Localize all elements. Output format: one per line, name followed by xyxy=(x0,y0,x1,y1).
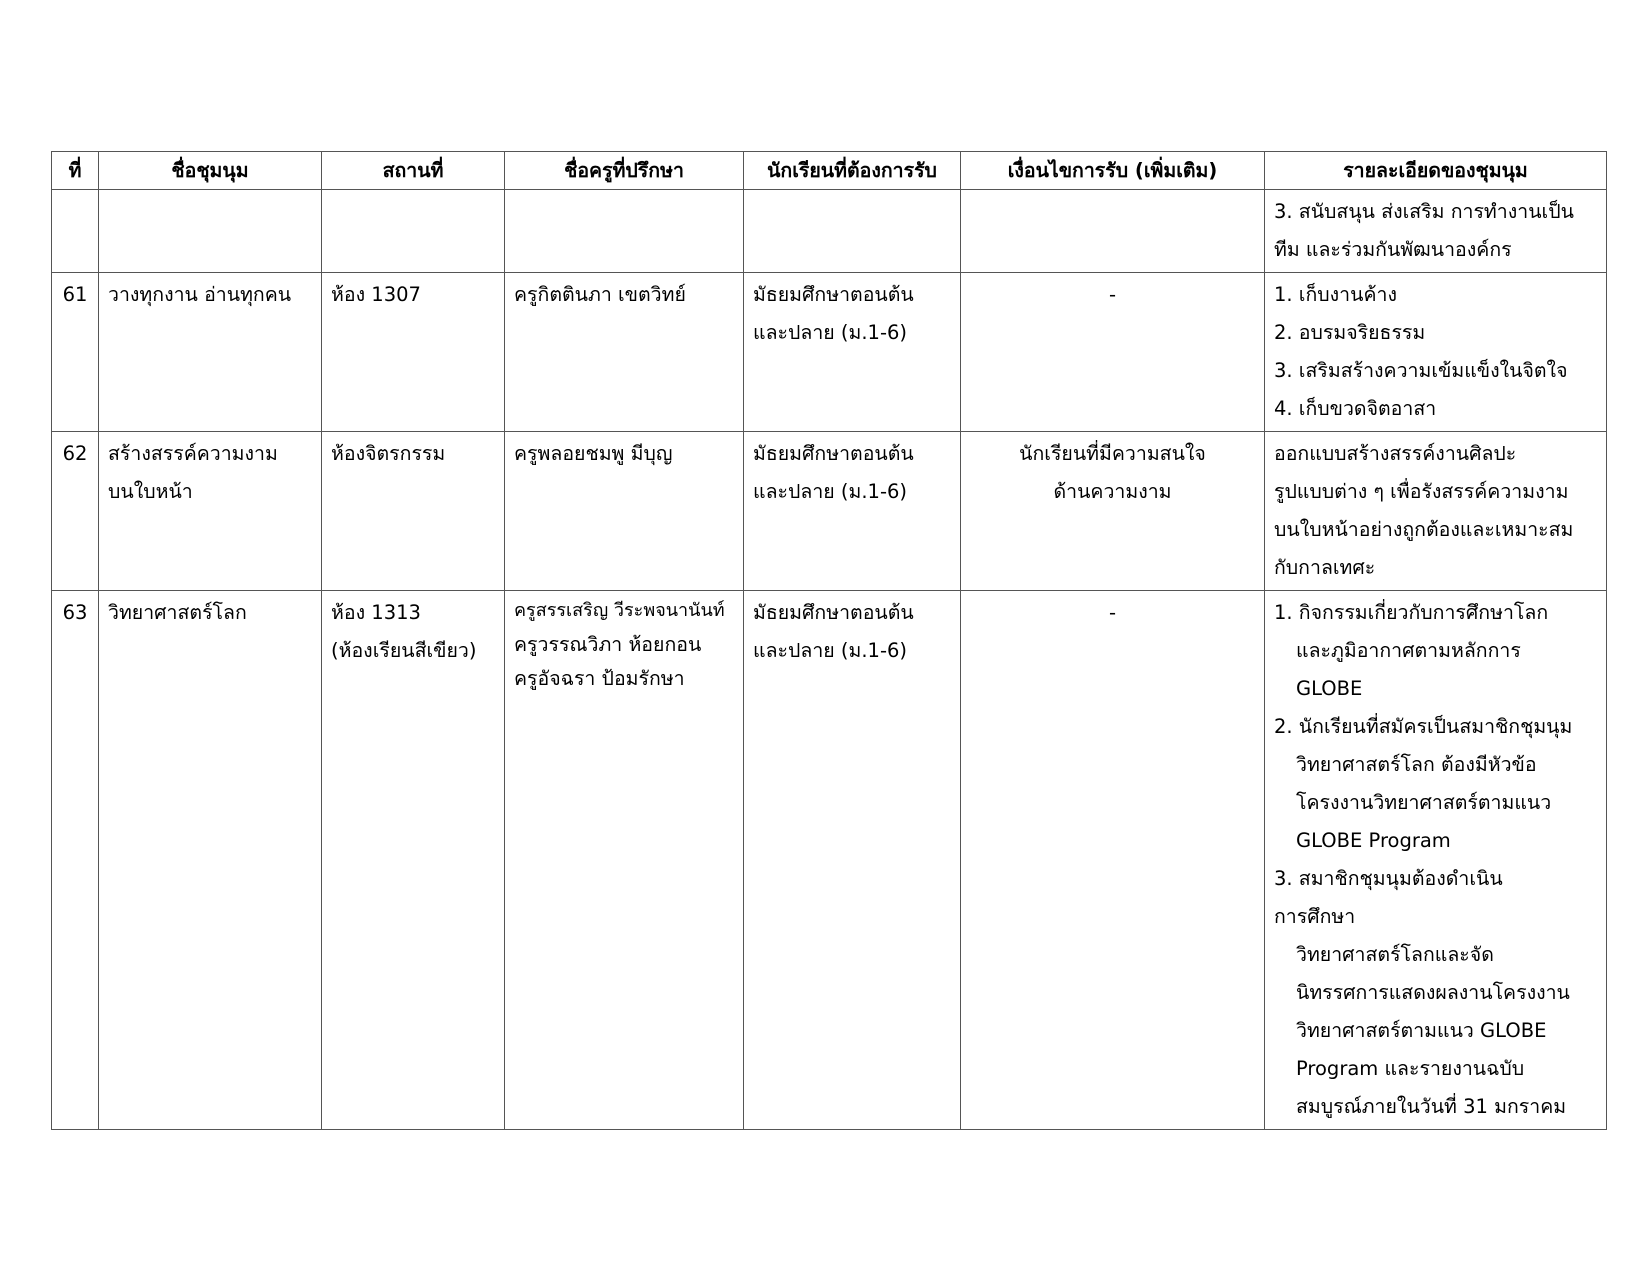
detail-line: สมบูรณ์ภายในวันที่ 31 มกราคม xyxy=(1296,1095,1567,1118)
condition-cell: - xyxy=(961,591,1265,1130)
place-cell: ห้องจิตรกรรม xyxy=(322,432,505,591)
condition-cell xyxy=(961,190,1265,273)
detail-line: รูปแบบต่าง ๆ เพื่อรังสรรค์ความงาม xyxy=(1274,480,1569,503)
table-row xyxy=(52,591,1607,1130)
detail-line: วิทยาศาสตร์โลก ต้องมีหัวข้อ xyxy=(1296,753,1537,776)
header-details: รายละเอียดของชุมนุม xyxy=(1265,152,1607,190)
condition-cell: นักเรียนที่มีความสนใจ ด้านความงาม xyxy=(961,432,1265,591)
row-no-cell: 62 xyxy=(52,432,99,591)
detail-line: การศึกษา xyxy=(1274,905,1356,928)
place-cell: ห้อง 1313 (ห้องเรียนสีเขียว) xyxy=(322,591,505,1130)
students-cell xyxy=(744,190,961,273)
detail-line: 2. นักเรียนที่สมัครเป็นสมาชิกชุมนุม xyxy=(1274,715,1573,738)
detail-line: โครงงานวิทยาศาสตร์ตามแนว xyxy=(1296,791,1552,814)
detail-line: 1. กิจกรรมเกี่ยวกับการศึกษาโลก xyxy=(1274,601,1549,624)
detail-line: และภูมิอากาศตามหลักการ xyxy=(1296,639,1521,662)
row-no-cell: 63 xyxy=(52,591,99,1130)
detail-line: 3. เสริมสร้างความเข้มแข็งในจิตใจ xyxy=(1274,359,1568,382)
club-name-cell xyxy=(99,190,322,273)
table-row xyxy=(52,190,1607,273)
detail-line: 3. สมาชิกชุมนุมต้องดำเนิน xyxy=(1274,867,1503,890)
header-no: ที่ xyxy=(52,152,99,190)
header-condition: เงื่อนไขการรับ (เพิ่มเติม) xyxy=(961,152,1265,190)
club-name-cell: วางทุกงาน อ่านทุกคน xyxy=(99,273,322,432)
detail-line: Program และรายงานฉบับ xyxy=(1296,1057,1525,1080)
club-name-cell: สร้างสรรค์ความงาม บนใบหน้า xyxy=(99,432,322,591)
detail-line: 4. เก็บขวดจิตอาสา xyxy=(1274,397,1437,420)
advisor-cell: ครูสรรเสริญ วีระพจนานันท์ ครูวรรณวิภา ห้อยกอน ครูอัจฉรา ป้อมรักษา xyxy=(505,591,744,1130)
detail-line: 1. เก็บงานค้าง xyxy=(1274,283,1397,306)
advisor-cell: ครูพลอยชมพู มีบุญ xyxy=(505,432,744,591)
detail-line: วิทยาศาสตร์โลกและจัด xyxy=(1296,943,1494,966)
details-cell xyxy=(1265,591,1607,1130)
table-row xyxy=(52,432,1607,591)
detail-line: บนใบหน้าอย่างถูกต้องและเหมาะสม xyxy=(1274,518,1574,541)
header-row xyxy=(52,152,1607,190)
advisor-cell: ครูกิตตินภา เขตวิทย์ xyxy=(505,273,744,432)
club-name-cell: วิทยาศาสตร์โลก xyxy=(99,591,322,1130)
detail-line: ทีม และร่วมกันพัฒนาองค์กร xyxy=(1274,238,1512,261)
detail-line: GLOBE xyxy=(1296,677,1363,700)
condition-cell: - xyxy=(961,273,1265,432)
club-table xyxy=(51,151,1607,1130)
detail-line: วิทยาศาสตร์ตามแนว GLOBE xyxy=(1296,1019,1547,1042)
detail-line: นิทรรศการแสดงผลงานโครงงาน xyxy=(1296,981,1570,1004)
details-cell xyxy=(1265,190,1607,273)
details-cell xyxy=(1265,273,1607,432)
detail-line: ออกแบบสร้างสรรค์งานศิลปะ xyxy=(1274,442,1517,465)
header-students: นักเรียนที่ต้องการรับ xyxy=(744,152,961,190)
advisor-cell xyxy=(505,190,744,273)
place-cell: ห้อง 1307 xyxy=(322,273,505,432)
detail-line: 2. อบรมจริยธรรม xyxy=(1274,321,1426,344)
row-no-cell xyxy=(52,190,99,273)
students-cell: มัธยมศึกษาตอนต้น และปลาย (ม.1-6) xyxy=(744,273,961,432)
students-cell: มัธยมศึกษาตอนต้น และปลาย (ม.1-6) xyxy=(744,591,961,1130)
row-no-cell: 61 xyxy=(52,273,99,432)
details-cell xyxy=(1265,432,1607,591)
header-club-name: ชื่อชุมนุม xyxy=(99,152,322,190)
students-cell: มัธยมศึกษาตอนต้น และปลาย (ม.1-6) xyxy=(744,432,961,591)
table-row xyxy=(52,273,1607,432)
detail-line: กับกาลเทศะ xyxy=(1274,556,1376,579)
header-advisor: ชื่อครูที่ปรึกษา xyxy=(505,152,744,190)
detail-line: GLOBE Program xyxy=(1296,829,1451,852)
detail-line: 3. สนับสนุน ส่งเสริม การทำงานเป็น xyxy=(1274,200,1574,223)
place-cell xyxy=(322,190,505,273)
header-place: สถานที่ xyxy=(322,152,505,190)
